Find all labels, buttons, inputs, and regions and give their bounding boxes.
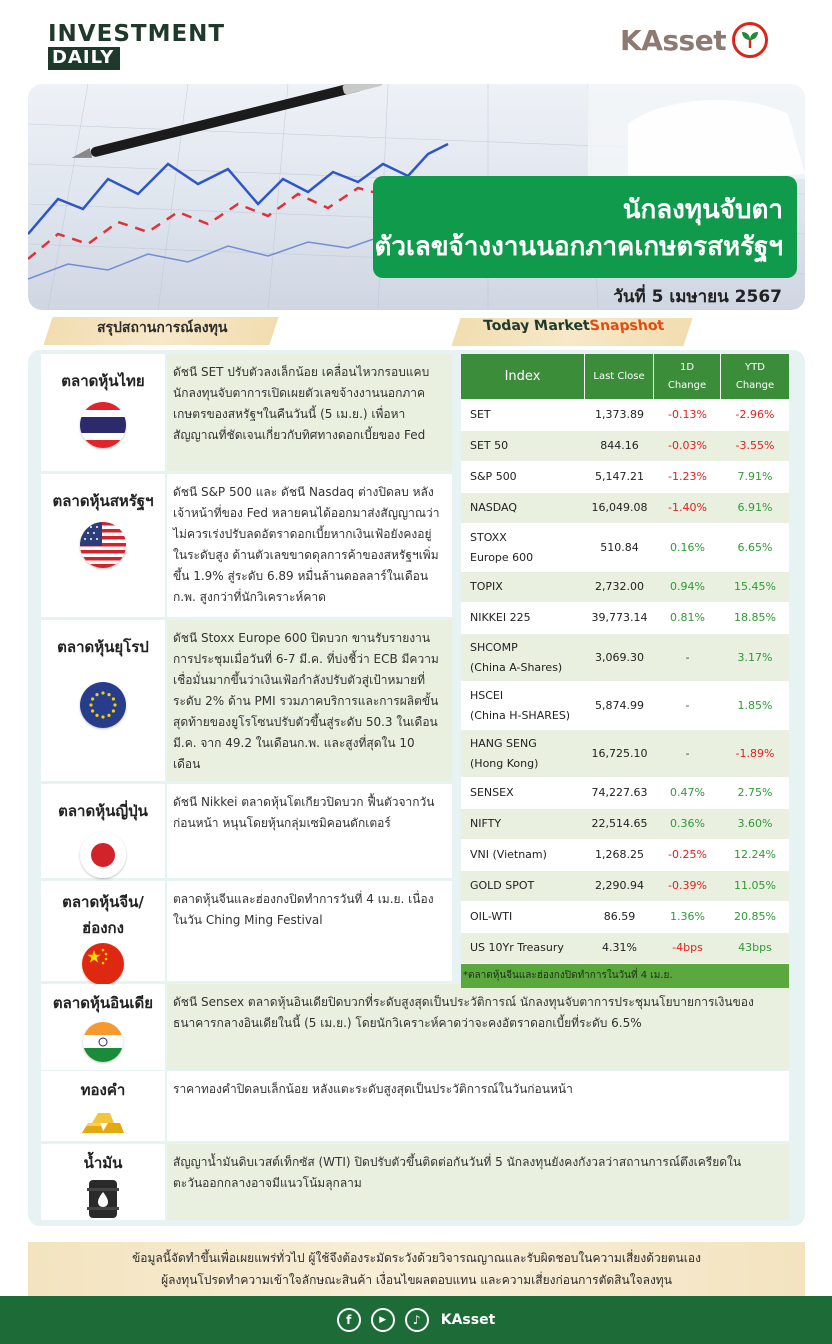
market-description: ตลาดหุ้นจีนและฮ่องกงปิดทำการวันที่ 4 เม.ย. เนื่องในวัน Ching Ming Festival	[167, 881, 452, 981]
market-label-cell	[41, 474, 165, 617]
eu-flag-icon	[80, 682, 126, 728]
index-name: GOLD SPOT	[470, 879, 535, 892]
india-flag-icon	[83, 1022, 123, 1062]
market-label-cell	[41, 354, 165, 471]
table-row	[461, 431, 789, 462]
table-row	[461, 902, 789, 933]
index-name: STOXX	[470, 530, 507, 544]
market-row-oil	[41, 1144, 789, 1220]
market-row-europe	[41, 620, 452, 781]
change-1d-cell: -4bps	[672, 941, 703, 954]
index-name-cell	[461, 634, 585, 681]
change-1d-cell: -	[685, 746, 690, 760]
table-row	[461, 809, 789, 840]
index-name: NIFTY	[470, 817, 502, 830]
market-description: ดัชนี Sensex ตลาดหุ้นอินเดียปิดบวกที่ระดับสูงสุดเป็นประวัติการณ์ นักลงทุนจับตาการประชุมนโยบายการเงินของธนาคารกลางอินเดียในนี้ (5 เม.ย.) โดยนักวิเคราะห์คาดว่าจะคงอัตราดอกเบี้ยที่ระดับ 6.5%	[167, 984, 789, 1070]
table-row	[461, 493, 789, 524]
change-1d-cell: 0.47%	[670, 786, 705, 799]
market-label: ตลาดหุ้นยุโรป	[57, 638, 149, 656]
change-1d-cell: -0.25%	[668, 848, 707, 861]
table-header-row	[461, 354, 789, 399]
change-ytd-cell: 3.17%	[737, 650, 773, 664]
gold-bars-icon	[78, 1105, 128, 1135]
change-ytd-cell: 12.24%	[734, 848, 776, 861]
last-close-cell: 3,069.30	[595, 650, 644, 664]
last-close-cell: 510.84	[600, 540, 639, 554]
last-close-cell: 16,049.08	[591, 501, 648, 514]
report-date: วันที่ 5 เมษายน 2567	[613, 287, 782, 307]
change-1d-cell: -0.39%	[668, 879, 707, 892]
table-row	[461, 682, 789, 730]
table-row	[461, 933, 789, 964]
change-ytd-cell: 2.75%	[737, 786, 773, 799]
change-ytd-cell: 7.91%	[737, 470, 773, 483]
youtube-icon[interactable]: ▶	[371, 1308, 395, 1332]
index-name-sub: (China H-SHARES)	[470, 708, 571, 722]
index-name-cell	[461, 871, 585, 901]
header-ytd-line2: Change	[735, 379, 775, 391]
japan-flag-icon	[80, 832, 126, 878]
market-row-gold	[41, 1071, 789, 1141]
change-1d-cell: -1.23%	[668, 470, 707, 483]
snapshot-label-part2: Snapshot	[587, 318, 667, 334]
hero-title-line1: นักลงทุนจับตา	[622, 195, 783, 225]
change-ytd-cell: 43bps	[738, 941, 772, 954]
logo-line1: INVESTMENT	[48, 21, 226, 47]
last-close-cell: 844.16	[600, 439, 639, 452]
facebook-icon[interactable]: f	[337, 1308, 361, 1332]
last-close-cell: 1,268.25	[595, 848, 644, 861]
index-name-sub: (Hong Kong)	[470, 756, 539, 770]
market-label: ตลาดหุ้นไทย	[61, 372, 145, 390]
disclaimer-line1: ข้อมูลนี้จัดทำขึ้นเพื่อเผยแพร่ทั่วไป ผู้ใช้จึงต้องระมัดระวังด้วยวิจารณญาณและรับผิดชอบในความเสี่ยงด้วยตนเอง	[132, 1251, 701, 1265]
change-1d-cell: -	[685, 698, 690, 712]
market-description: ดัชนี Stoxx Europe 600 ปิดบวก ขานรับรายงานการประชุมเมื่อวันที่ 6-7 มี.ค. ที่บ่งชี้ว่า ECB มีความเชื่อมั่นมากขึ้นว่าเงินเฟ้อกำลังปรับตัวสู่เป้าหมายที่ระดับ 2% ด้าน PMI รวมภาคบริการและการผลิตขั้นสุดท้ายของยูโรโซนปรับตัวขึ้นสู่ระดับ 50.3 ในเดือนมี.ค. จาก 49.2 ในเดือนก.พ. และสูงที่สุดใน 10 เดือน	[167, 620, 452, 781]
market-label-cell	[41, 984, 165, 1070]
change-1d-cell: -0.13%	[668, 408, 707, 421]
market-row-india	[41, 984, 789, 1070]
change-ytd-cell: 20.85%	[734, 910, 776, 923]
table-row	[461, 871, 789, 902]
market-label: ตลาดหุ้นสหรัฐฯ	[52, 492, 154, 510]
section-tab-summary-label: สรุปสถานการณ์ลงทุน	[96, 320, 228, 336]
last-close-cell: 2,290.94	[595, 879, 644, 892]
market-label: ตลาดหุ้นอินเดีย	[52, 994, 154, 1012]
change-ytd-cell: 1.85%	[737, 698, 773, 712]
market-label-line2: ฮ่องกง	[82, 919, 124, 937]
section-tab-snapshot	[451, 318, 692, 346]
tiktok-icon[interactable]: ♪	[405, 1308, 429, 1332]
index-name: SENSEX	[470, 786, 514, 799]
change-ytd-cell: -2.96%	[735, 408, 775, 421]
kasset-logo	[620, 22, 768, 58]
change-ytd-cell: -1.89%	[735, 746, 775, 760]
table-row	[461, 603, 789, 634]
market-description: สัญญาน้ำมันดิบเวสต์เท็กซัส (WTI) ปิดปรับตัวขึ้นติดต่อกันวันที่ 5 นักลงทุนยังคงกังวลว่าสถานการณ์ตึงเครียดในตะวันออกกลางอาจมีแนวโน้มลุกลาม	[167, 1144, 789, 1220]
last-close-cell: 1,373.89	[595, 408, 644, 421]
market-label-cell	[41, 881, 165, 981]
table-footnote: *ตลาดหุ้นจีนและฮ่องกงปิดทำการในวันที่ 4 เม.ย.	[461, 964, 789, 988]
index-name-cell	[461, 431, 585, 461]
index-name-cell	[461, 933, 585, 963]
last-close-cell: 5,147.21	[595, 470, 644, 483]
market-label-cell	[41, 784, 165, 878]
logo-line2: DAILY	[48, 47, 120, 70]
table-row	[461, 572, 789, 603]
index-name-cell	[461, 809, 585, 839]
index-name: SET 50	[470, 439, 509, 452]
market-description: ดัชนี Nikkei ตลาดหุ้นโตเกียวปิดบวก ฟื้นตัวจากวันก่อนหน้า หนุนโดยหุ้นกลุ่มเซมิคอนดักเตอร์	[167, 784, 452, 878]
market-label-cell	[41, 1071, 165, 1141]
table-row	[461, 840, 789, 871]
market-row-usa	[41, 474, 452, 617]
market-label-line1: ตลาดหุ้นจีน/	[62, 893, 144, 911]
table-row	[461, 730, 789, 778]
change-1d-cell: -1.40%	[668, 501, 707, 514]
disclaimer-line2: ผู้ลงทุนโปรดทำความเข้าใจลักษณะสินค้า เงื่อนไขผลตอบแทน และความเสี่ยงก่อนการตัดสินใจลงทุน	[161, 1273, 672, 1287]
header-1d-change	[654, 354, 721, 399]
header-1d-line1: 1D	[679, 361, 695, 373]
market-label-cell	[41, 620, 165, 781]
change-ytd-cell: 15.45%	[734, 580, 776, 593]
market-description: ดัชนี SET ปรับตัวลงเล็กน้อย เคลื่อนไหวกรอบแคบ นักลงทุนจับตาการเปิดเผยตัวเลขจ้างงานนอกภาคเกษตรของสหรัฐฯในคืนวันนี้ (5 เม.ย.) เพื่อหาสัญญาณที่ชัดเจนเกี่ยวกับทิศทางดอกเบี้ยของ Fed	[167, 354, 452, 471]
market-description: ดัชนี S&P 500 และ ดัชนี Nasdaq ต่างปิดลบ หลังเจ้าหน้าที่ของ Fed หลายคนได้ออกมาส่งสัญญาณว่าไม่ควรเร่งปรับลดอัตราดอกเบี้ยหากเงินเฟ้อยังคงอยู่ในระดับสูง ด้านตัวเลขขาดดุลการค้าของสหรัฐฯเพิ่มขึ้น 1.9% สู่ระดับ 6.89 หมื่นล้านดอลลาร์ในเดือนก.พ. สูงกว่าที่นักวิเคราะห์คาด	[167, 474, 452, 617]
index-name: SET	[470, 408, 491, 421]
index-name-cell	[461, 902, 585, 932]
change-ytd-cell: 6.65%	[737, 540, 773, 554]
index-name: HSCEI	[470, 688, 504, 702]
market-label: ตลาดหุ้นญี่ปุ่น	[58, 802, 148, 820]
change-1d-cell: 0.16%	[670, 540, 705, 554]
table-row	[461, 400, 789, 431]
investment-daily-logo	[48, 22, 225, 70]
hero-title-line2: ตัวเลขจ้างงานนอกภาคเกษตรสหรัฐฯ	[374, 232, 783, 262]
index-name-cell	[461, 524, 585, 571]
snapshot-label-part1: Today Market	[481, 318, 593, 334]
kasset-logo-text: KAsset	[620, 23, 727, 57]
index-name-cell	[461, 572, 585, 602]
market-description: ราคาทองคำปิดลบเล็กน้อย หลังแตะระดับสูงสุดเป็นประวัติการณ์ในวันก่อนหน้า	[167, 1071, 789, 1141]
last-close-cell: 74,227.63	[591, 786, 648, 799]
change-1d-cell: 1.36%	[670, 910, 705, 923]
market-row-thailand	[41, 354, 452, 471]
section-tab-summary	[43, 317, 278, 345]
last-close-cell: 5,874.99	[595, 698, 644, 712]
footer-brand: KAsset	[440, 1312, 496, 1328]
index-name-cell	[461, 682, 585, 729]
index-name-cell	[461, 400, 585, 430]
footer-bar	[0, 1296, 832, 1344]
market-row-china-hk	[41, 881, 452, 981]
last-close-cell: 16,725.10	[591, 746, 648, 760]
index-name: S&P 500	[470, 470, 517, 483]
change-1d-cell: 0.36%	[670, 817, 705, 830]
change-ytd-cell: 18.85%	[734, 611, 776, 624]
index-name: OIL-WTI	[470, 910, 513, 923]
index-name-cell	[461, 730, 585, 777]
change-1d-cell: 0.81%	[670, 611, 705, 624]
change-1d-cell: -	[685, 650, 690, 664]
index-name: US 10Yr Treasury	[470, 941, 564, 954]
header-ytd-change	[721, 354, 789, 399]
section-tab-snapshot-label	[481, 318, 667, 334]
usa-flag-icon	[80, 522, 126, 568]
index-name: SHCOMP	[470, 640, 518, 654]
market-label	[41, 889, 165, 941]
index-name-sub: Europe 600	[470, 550, 534, 564]
index-name-sub: (China A-Shares)	[470, 660, 563, 674]
disclaimer-box	[28, 1242, 805, 1298]
market-label: ทองคำ	[80, 1081, 126, 1099]
table-row	[461, 462, 789, 493]
table-row	[461, 778, 789, 809]
last-close-cell: 86.59	[603, 910, 636, 923]
last-close-cell: 2,732.00	[595, 580, 644, 593]
table-row	[461, 634, 789, 682]
index-name-cell	[461, 840, 585, 870]
last-close-cell: 4.31%	[602, 941, 637, 954]
market-label: น้ำมัน	[83, 1154, 123, 1172]
header-index: Index	[461, 354, 585, 399]
oil-barrel-icon	[85, 1178, 121, 1220]
table-row	[461, 524, 789, 572]
header-1d-line2: Change	[667, 379, 707, 391]
change-ytd-cell: 6.91%	[737, 501, 773, 514]
market-row-japan	[41, 784, 452, 878]
index-name: VNI (Vietnam)	[470, 848, 547, 861]
change-ytd-cell: 3.60%	[737, 817, 773, 830]
kasset-leaf-icon	[732, 22, 768, 58]
header-last-close: Last Close	[585, 354, 654, 399]
index-name-cell	[461, 603, 585, 633]
index-name-cell	[461, 778, 585, 808]
market-label-cell	[41, 1144, 165, 1220]
change-1d-cell: 0.94%	[670, 580, 705, 593]
last-close-cell: 39,773.14	[591, 611, 648, 624]
index-name-cell	[461, 462, 585, 492]
china-flag-icon	[82, 943, 124, 985]
index-name-cell	[461, 493, 585, 523]
thailand-flag-icon	[80, 402, 126, 448]
change-ytd-cell: -3.55%	[735, 439, 775, 452]
change-1d-cell: -0.03%	[668, 439, 707, 452]
hero-title-box	[373, 176, 797, 278]
index-name: TOPIX	[470, 580, 503, 593]
last-close-cell: 22,514.65	[591, 817, 648, 830]
change-ytd-cell: 11.05%	[734, 879, 776, 892]
index-name: NIKKEI 225	[470, 611, 531, 624]
index-name: NASDAQ	[470, 501, 518, 514]
header-ytd-line1: YTD	[745, 361, 765, 373]
index-name: HANG SENG	[470, 736, 537, 750]
